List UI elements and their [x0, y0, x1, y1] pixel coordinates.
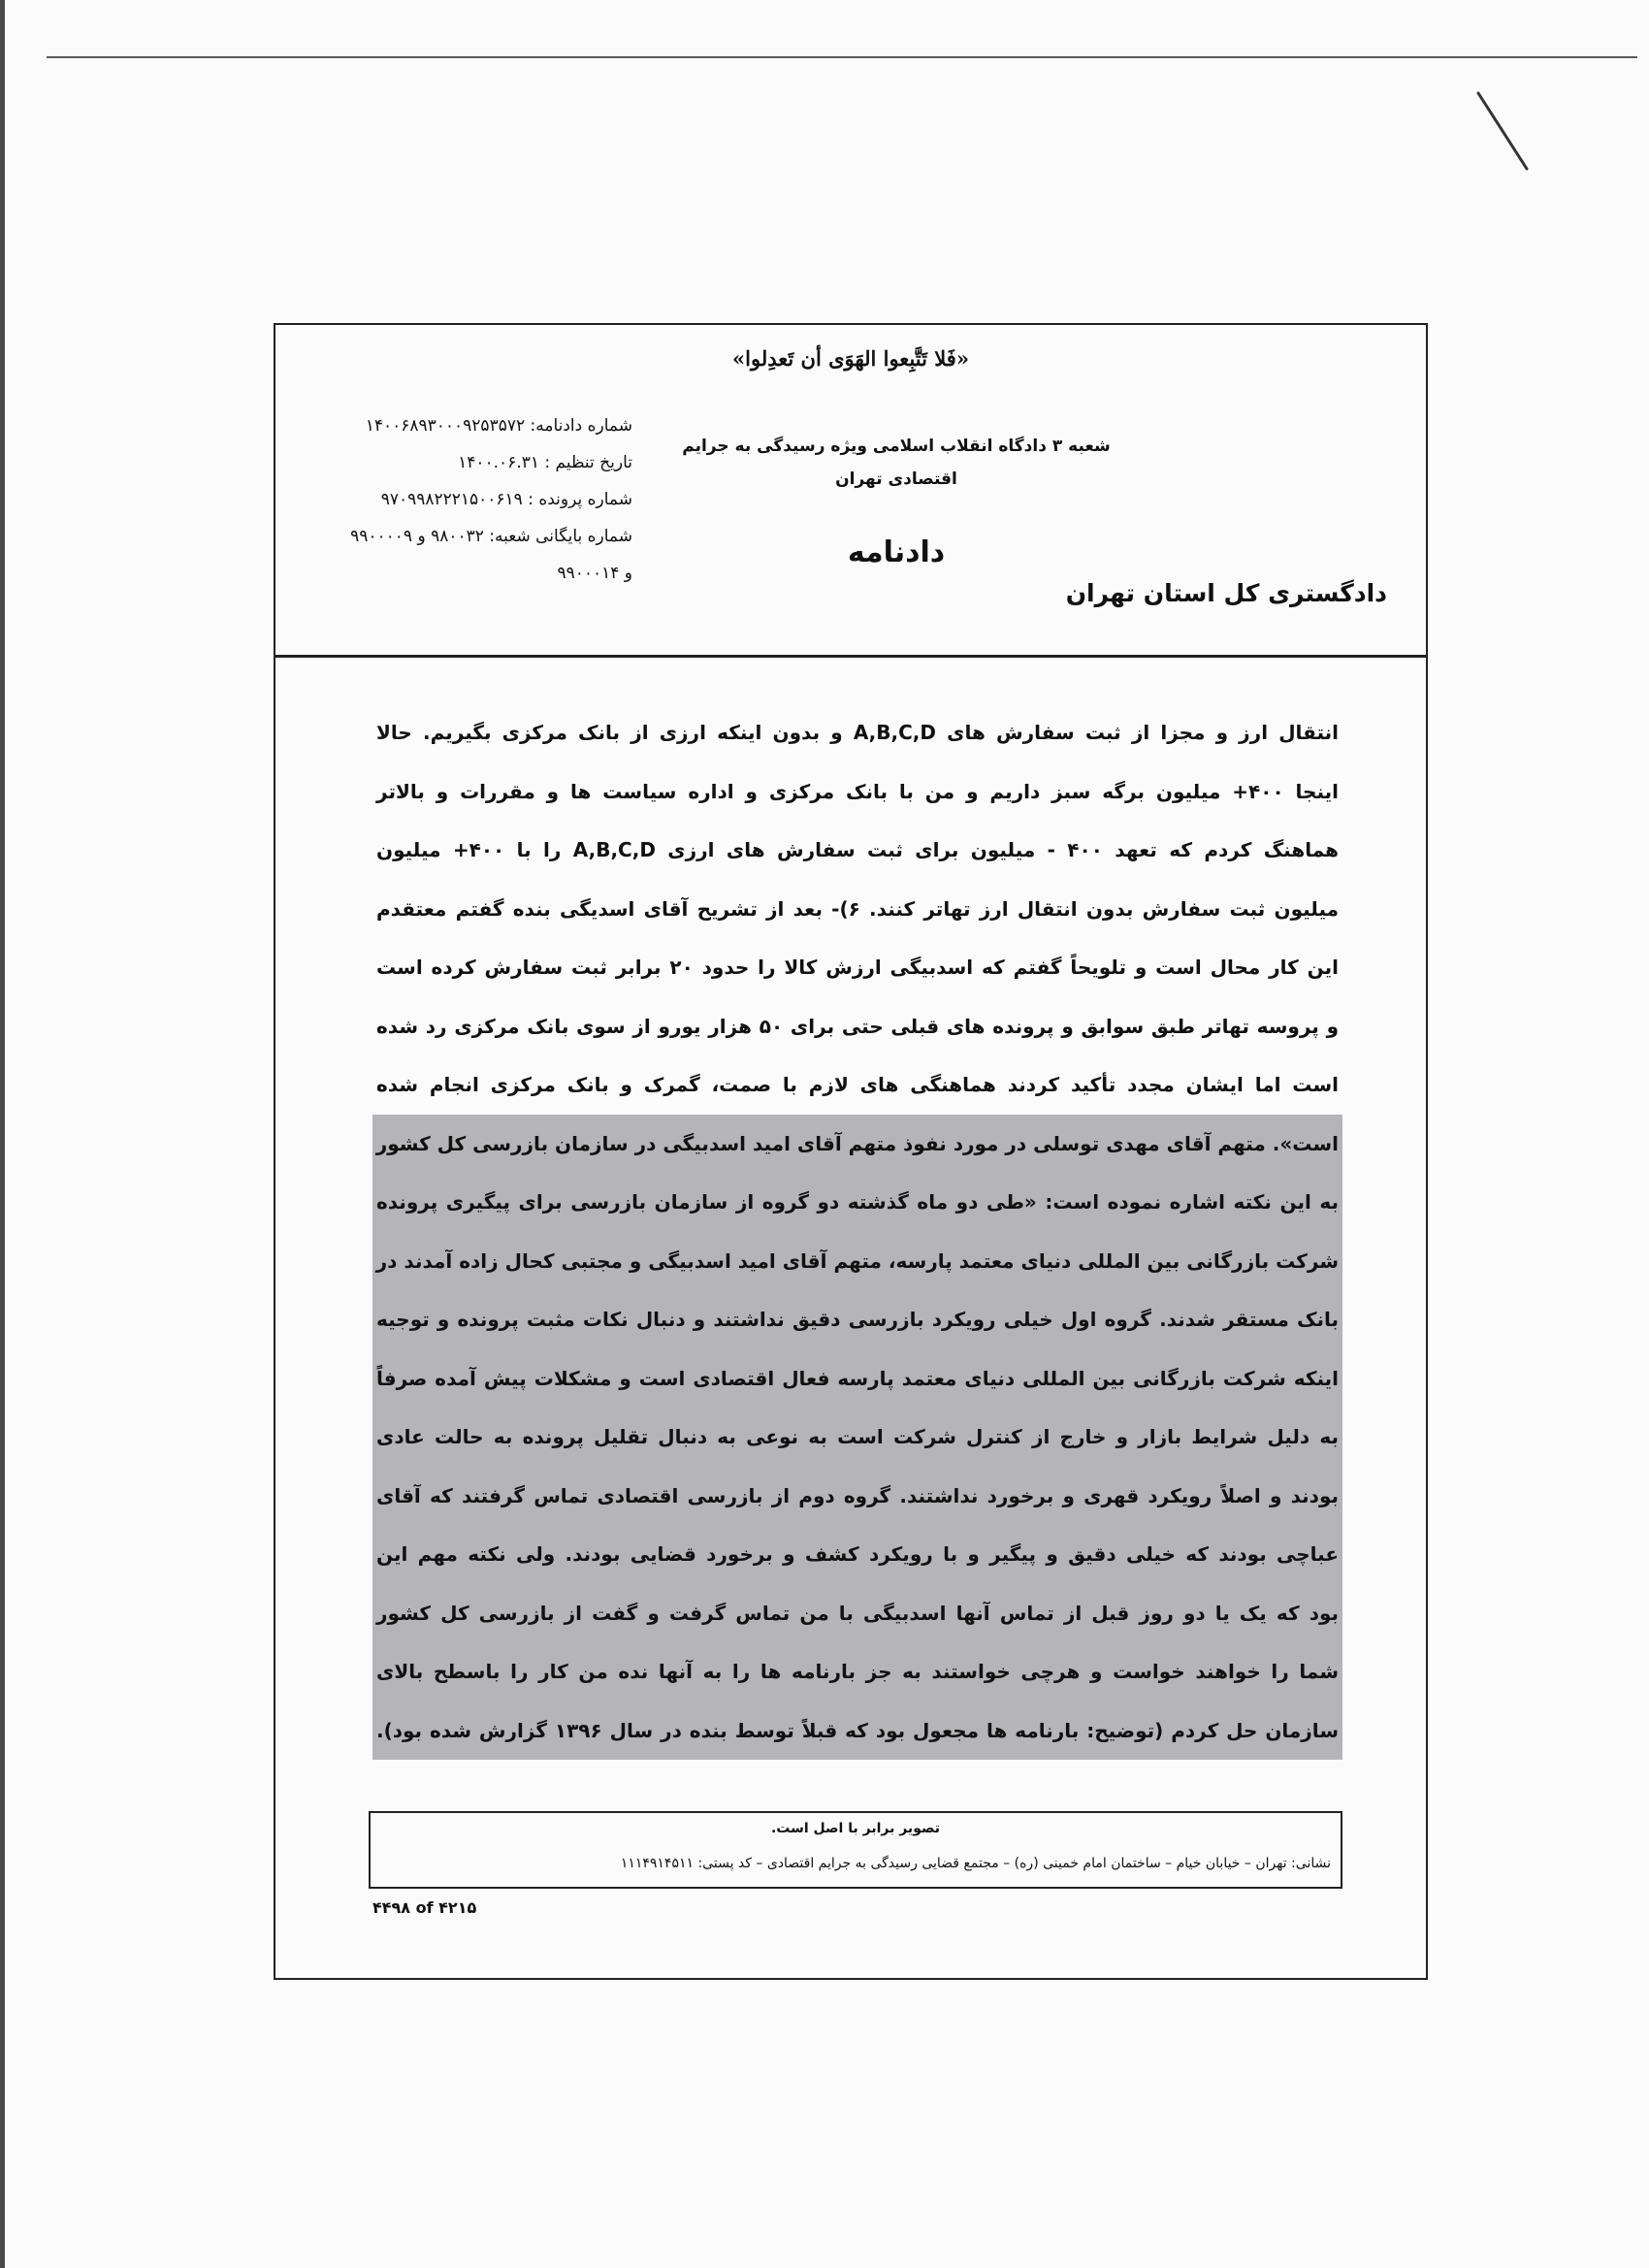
highlighted-body-line: عباچی بودند که خیلی دقیق و پیگیر و با رویکرد کشف و برخورد قضایی بودند. ولی نکته مهم این [372, 1525, 1342, 1584]
page-number: ۴۴۹۸ of ۴۲۱۵ [372, 1898, 477, 1917]
archive-number-cont: و ۹۹۰۰۰۱۴ [557, 564, 632, 583]
organization-name: دادگستری کل استان تهران [1065, 579, 1387, 607]
highlighted-body-line: بودند و اصلاً رویکرد قهری و برخورد نداشتند. گروه دوم از بازرسی اقتصادی تماس گرفتند که آقای [372, 1467, 1342, 1526]
highlighted-body-line: به این نکته اشاره نموده است: «طی دو ماه گذشته دو گروه از سازمان بازرسی برای پیگیری پرونده [372, 1173, 1342, 1232]
motto-heading: «فَلا تَتَّبِعوا الهَوَى أن تَعدِلوا» [732, 346, 969, 371]
highlighted-body-line: سازمان حل کردم (توضیح: بارنامه ها مجعول بود که قبلاً توسط بنده در سال ۱۳۹۶ گزارش شده بود). [372, 1701, 1342, 1761]
issue-date: تاریخ تنظیم : ۱۴۰۰.۰۶.۳۱ [458, 453, 632, 472]
archive-number: شماره بایگانی شعبه: ۹۸۰۰۳۲ و ۹۹۰۰۰۰۹ [350, 527, 632, 546]
court-branch [644, 430, 1148, 496]
highlighted-body-line: است». متهم آقای مهدی توسلی در مورد نفوذ متهم آقای امید اسدبیگی در سازمان بازرسی کل کشور [372, 1115, 1342, 1174]
body-line: انتقال ارز و مجزا از ثبت سفارش های A,B,C,D و بدون اینکه ارزی از بانک مرکزی بگیریم. حالا [376, 721, 1339, 744]
body-line: میلیون ثبت سفارش بدون انتقال ارز تهاتر کنند. ۶)- بعد از تشریح آقای اسدیگی بنده گفتم معتقدم [376, 896, 1340, 921]
pen-mark [1472, 89, 1550, 177]
highlighted-body-line: اینکه شرکت بازرگانی بین المللی دنیای معتمد پارسه فعال اقتصادی است و مشکلات پیش آمده صرفاً [372, 1349, 1342, 1409]
certification-text: تصویر برابر با اصل است. [770, 1821, 941, 1836]
body-line: است اما ایشان مجدد تأکید کردند هماهنگی های لازم با صمت، گمرک و بانک مرکزی انجام شده [376, 1073, 1339, 1096]
court-address: نشانی: تهران – خیابان خیام – ساختمان امام خمینی (ره) – مجتمع قضایی رسیدگی به جرایم اقتصادی – کد پستی: ۱۱۱۴۹۱۴۵۱۱ [620, 1856, 1331, 1871]
highlighted-body-line: به دلیل شرایط بازار و خارج از کنترل شرکت است به نوعی به دنبال تقلیل پرونده به حالت عادی [372, 1408, 1342, 1467]
scan-top-edge [47, 56, 1637, 58]
verdict-body [372, 703, 1342, 1760]
document-frame [274, 323, 1428, 1980]
body-line: و پروسه تهاتر طبق سوابق و پرونده های قبلی حتی برای ۵۰ هزار یورو از سوی بانک مرکزی رد شده [376, 1014, 1339, 1038]
document-header [275, 325, 1426, 658]
case-number: شماره پرونده : ۹۷۰۹۹۸۲۲۲۱۵۰۰۶۱۹ [380, 490, 632, 509]
highlighted-body-line: بود که یک یا دو روز قبل از تماس آنها اسدبیگی با من تماس گرفت و گفت از بازرسی کل کشور [372, 1584, 1342, 1643]
body-line: هماهنگ کردم که تعهد ۴۰۰ - میلیون برای ثبت سفارش های ارزی A,B,C,D را با ۴۰۰+ میلیون [376, 838, 1339, 861]
highlighted-body-line: شرکت بازرگانی بین المللی دنیای معتمد پارسه، متهم آقای امید اسدبیگی و مجتبی کحال زاده آمدند در [372, 1232, 1342, 1291]
highlighted-body-line: بانک مستقر شدند. گروه اول خیلی رویکرد بازرسی دقیق نداشتند و دنبال نکات مثبت پرونده و توجیه [372, 1290, 1342, 1349]
body-line: اینجا ۴۰۰+ میلیون برگه سبز داریم و من با بانک مرکزی و اداره سیاست ها و مقررات و بالاتر [376, 779, 1340, 803]
document-title: دادنامه [847, 535, 946, 569]
body-line: این کار محال است و تلویحاً گفتم که اسدبیگی ارزش کالا را حدود ۲۰ برابر ثبت سفارش کرده است [376, 956, 1339, 979]
highlighted-body-line: شما را خواهند خواست و هرچی خواستند به جز بارنامه ها را به آنها نده من کار را باسطح بالای [372, 1642, 1342, 1701]
certification-box [369, 1811, 1342, 1889]
court-branch-line-2: اقتصادی تهران [835, 470, 957, 489]
case-metadata [283, 407, 632, 592]
court-branch-line-1: شعبه ۳ دادگاه انقلاب اسلامی ویژه رسیدگی به جرایم [682, 437, 1111, 456]
scan-left-edge [0, 0, 5, 2268]
verdict-number: شماره دادنامه: ۱۴۰۰۶۸۹۳۰۰۰۹۲۵۳۵۷۲ [365, 416, 632, 436]
